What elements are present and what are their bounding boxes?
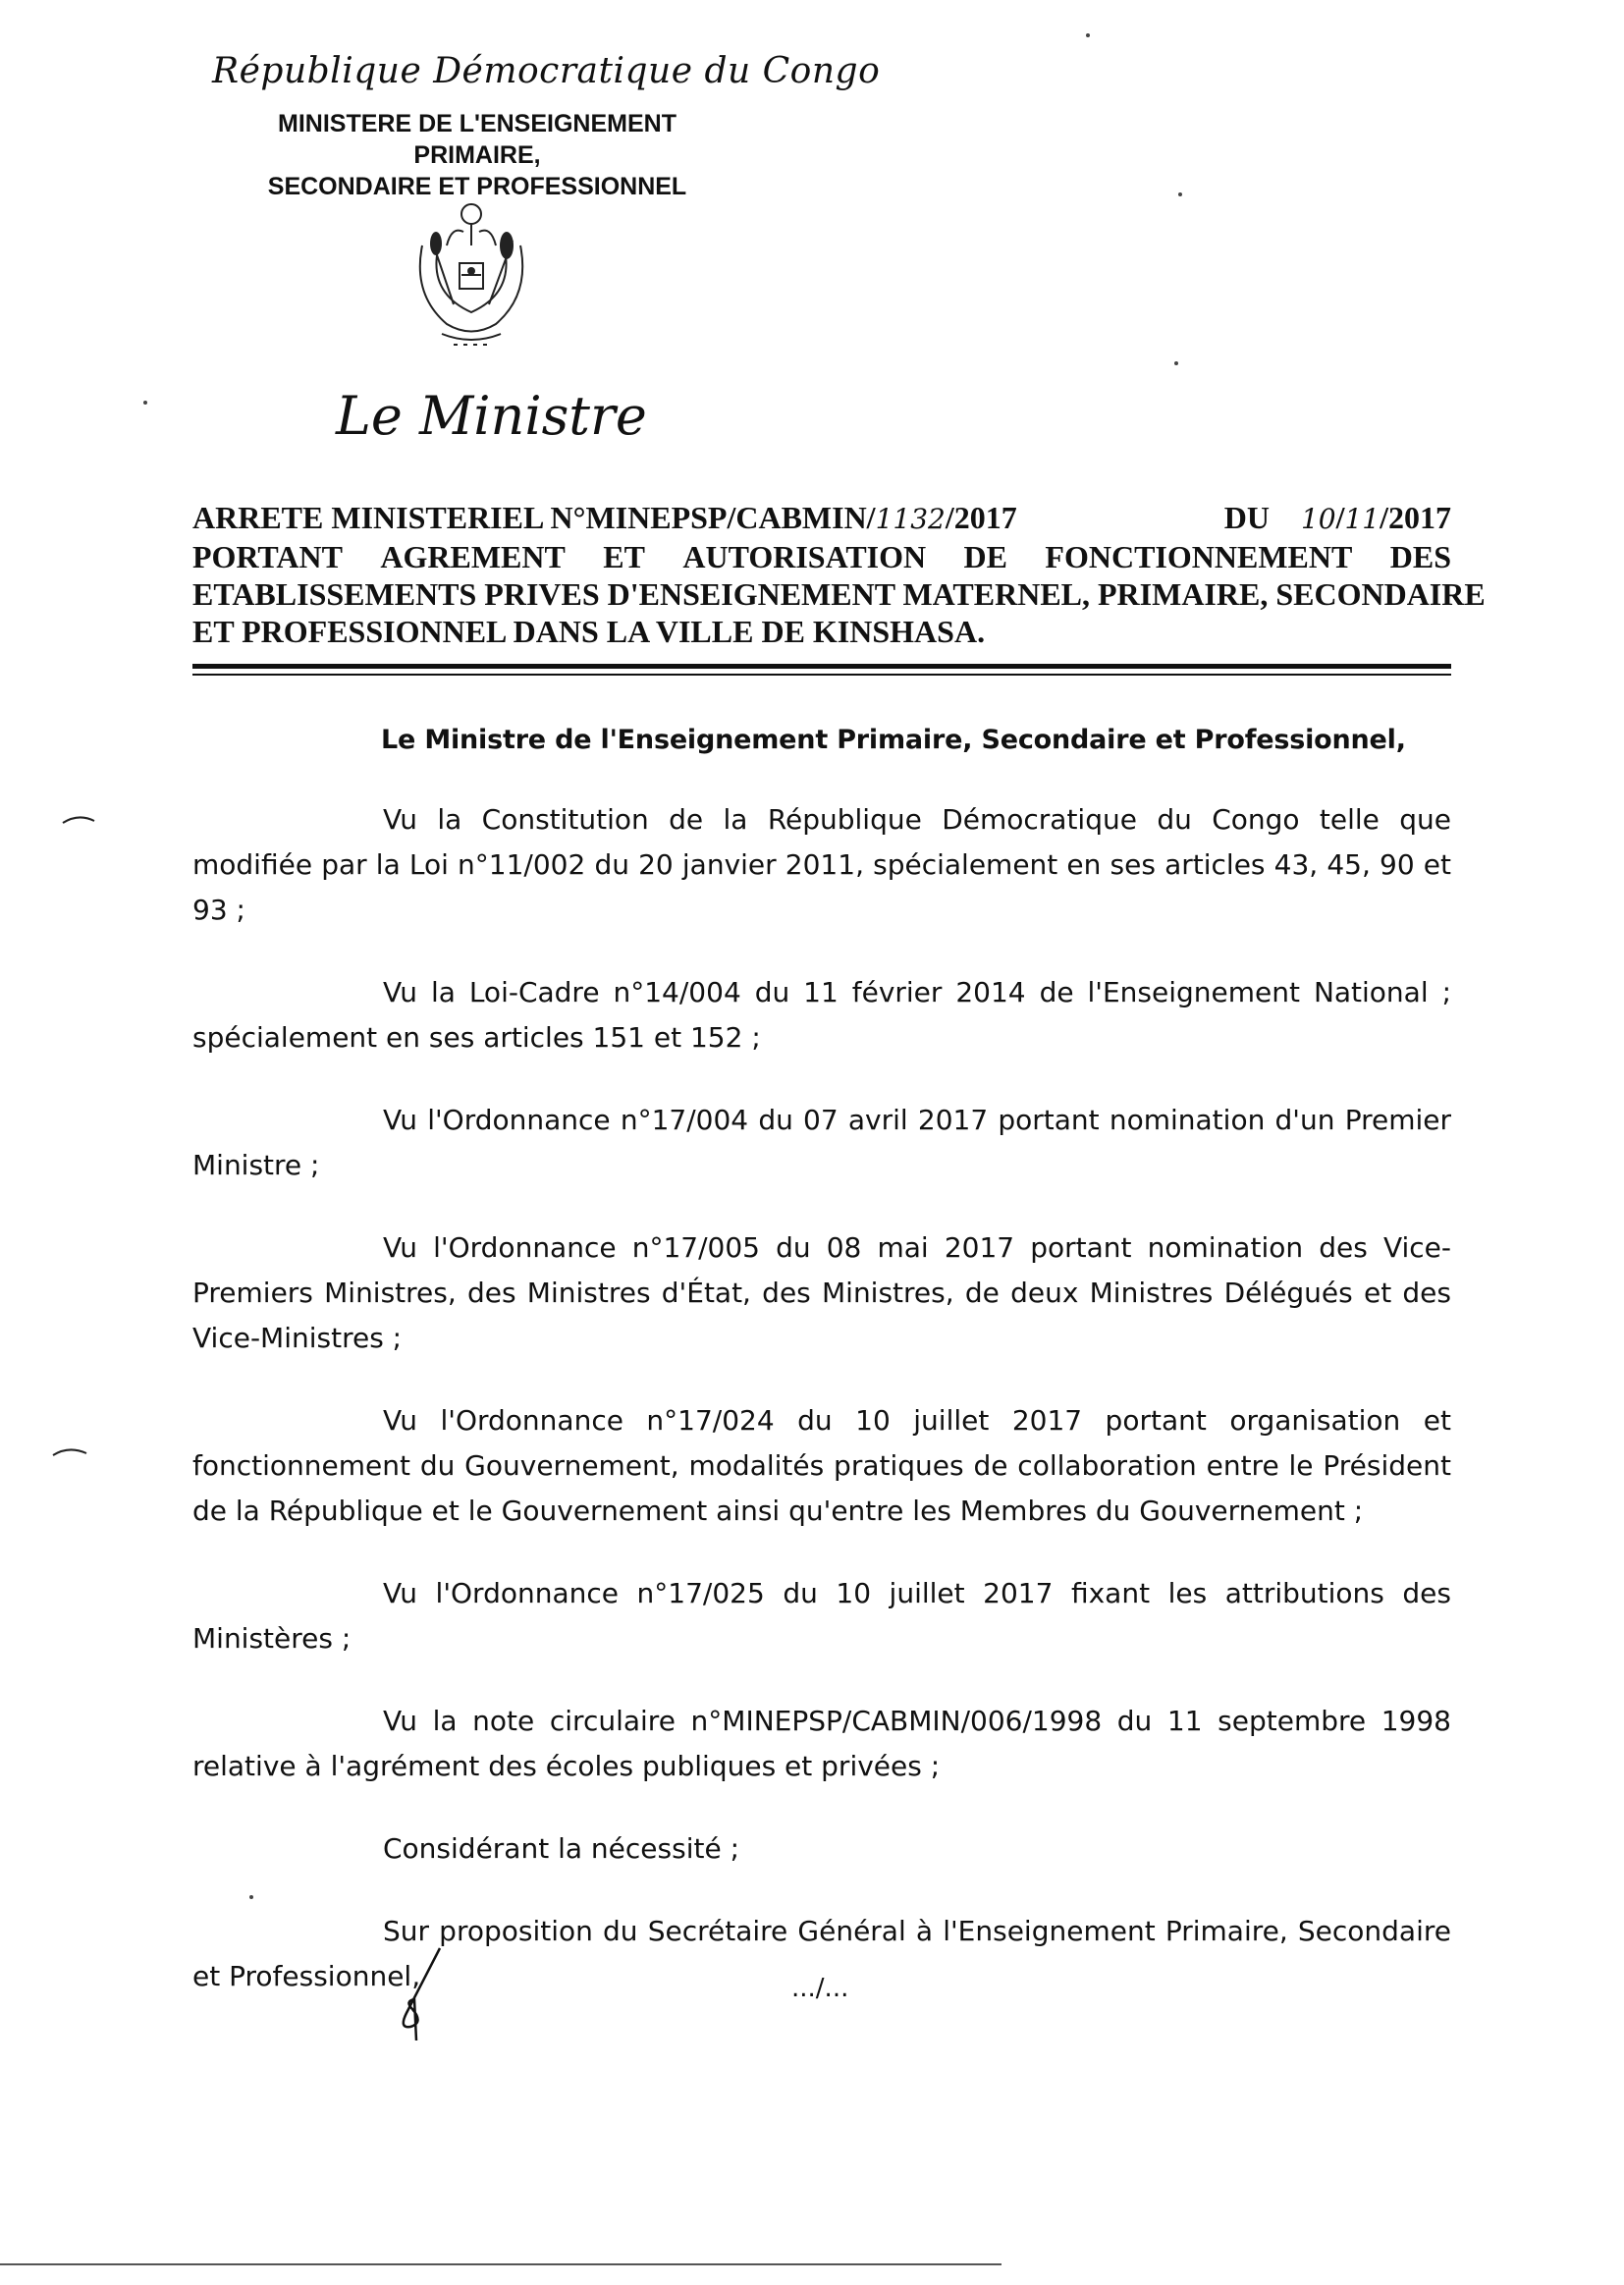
title-line-4: ET PROFESSIONNEL DANS LA VILLE DE KINSHASA. — [192, 614, 986, 649]
paragraph-constitution: Vu la Constitution de la République Démocratique du Congo telle que modifiée par la Loi n°11/002 du 20 janvier 2011, spécialement en ses articles 43, 45, 90 et 93 ; — [192, 803, 1451, 926]
page-continuation: .../... — [791, 1974, 849, 2003]
margin-mark — [61, 813, 96, 827]
handwritten-initials-icon — [393, 1944, 452, 2042]
title-line-3: ETABLISSEMENTS PRIVES D'ENSEIGNEMENT MATERNEL, PRIMAIRE, SECONDAIRE — [192, 576, 1486, 612]
republic-header: République Démocratique du Congo — [212, 51, 881, 91]
title-line-2: PORTANT AGREMENT ET AUTORISATION DE FONCTIONNEMENT DES — [192, 539, 1451, 574]
scan-speck — [1174, 361, 1178, 365]
decree-ref: ARRETE MINISTERIEL N°MINEPSP/CABMIN/1132/2017 — [192, 500, 1017, 535]
paragraph-considerant: Considérant la nécessité ; — [383, 1832, 740, 1865]
scan-speck — [1178, 192, 1182, 196]
paragraph-ordonnance-17-025: Vu l'Ordonnance n°17/025 du 10 juillet 2017 fixant les attributions des Ministères ; — [192, 1577, 1451, 1655]
decree-number-handwritten: 1132 — [875, 503, 946, 535]
paragraph-ordonnance-17-024: Vu l'Ordonnance n°17/024 du 10 juillet 2017 portant organisation et fonctionnement du Gouvernement, modalités pratiques de collaboration entre le Président de la République et le Gouvernement ainsi qu'entre les Membres du Gouvernement ; — [192, 1404, 1451, 1527]
le-ministre-title: Le Ministre — [336, 385, 647, 447]
margin-mark — [51, 1445, 88, 1459]
coat-of-arms-icon — [393, 187, 550, 354]
decree-title — [192, 499, 1486, 650]
preamble-body — [192, 797, 1451, 2037]
ministry-line-2: SECONDAIRE ET PROFESSIONNEL — [267, 173, 687, 200]
ministry-line-1: MINISTERE DE L'ENSEIGNEMENT PRIMAIRE, — [278, 110, 677, 169]
title-rule-thin — [192, 674, 1451, 676]
paragraph-ordonnance-17-005: Vu l'Ordonnance n°17/005 du 08 mai 2017 portant nomination des Vice-Premiers Ministres, des Ministres d'État, des Ministres, de deux Ministres Délégués et des Vice-Ministres ; — [192, 1231, 1451, 1354]
title-line-1 — [192, 499, 1451, 538]
scan-speck — [143, 401, 147, 405]
scan-speck — [1086, 33, 1090, 37]
paragraph-proposition: Sur proposition du Secrétaire Général à l'Enseignement Primaire, Secondaire et Professionnel, — [192, 1915, 1451, 1992]
paragraph-ordonnance-17-004: Vu l'Ordonnance n°17/004 du 07 avril 2017 portant nomination d'un Premier Ministre ; — [192, 1104, 1451, 1181]
title-rule-thick — [192, 664, 1451, 669]
scan-edge-line — [0, 2263, 1001, 2265]
decree-date: DU 10/11/2017 — [1223, 500, 1451, 535]
scan-speck — [249, 1895, 253, 1899]
paragraph-note-circulaire: Vu la note circulaire n°MINEPSP/CABMIN/006/1998 du 11 septembre 1998 relative à l'agrément des écoles publiques et privées ; — [192, 1705, 1451, 1782]
decree-day-handwritten: 10 — [1300, 503, 1336, 535]
decree-month-handwritten: 11 — [1344, 503, 1380, 535]
minister-heading: Le Ministre de l'Enseignement Primaire, Secondaire et Professionnel, — [381, 725, 1406, 755]
paragraph-loi-cadre: Vu la Loi-Cadre n°14/004 du 11 février 2014 de l'Enseignement National ; spécialement en ses articles 151 et 152 ; — [192, 976, 1451, 1054]
